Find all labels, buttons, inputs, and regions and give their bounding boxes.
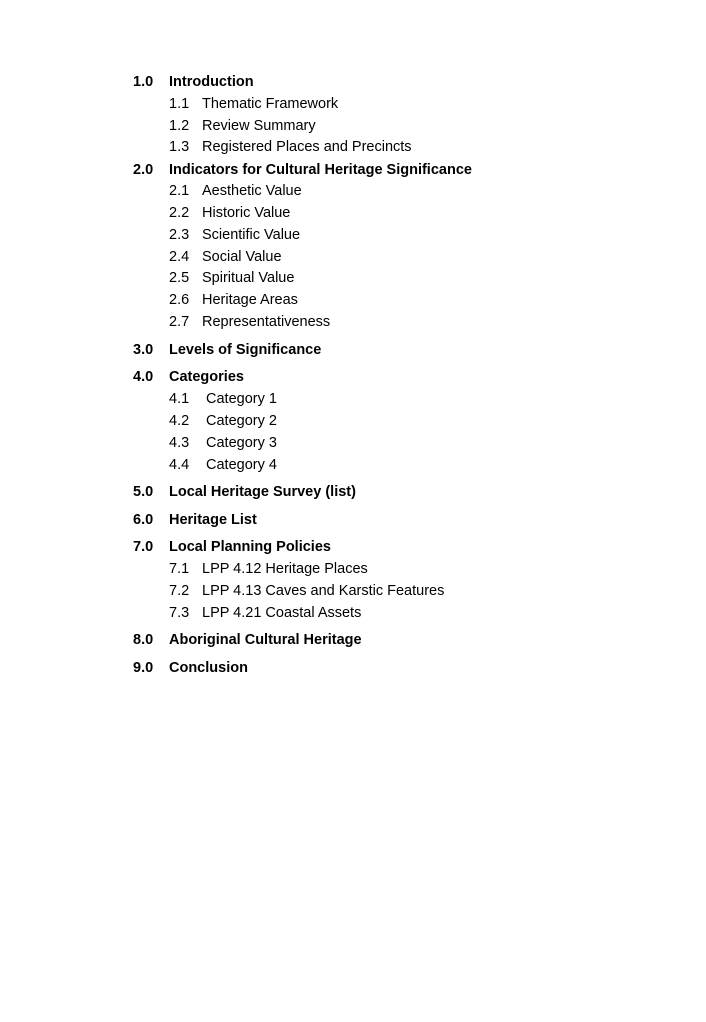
item-title: Review Summary (202, 118, 316, 134)
item-number: 2.2 (169, 205, 190, 221)
item-number: 7.2 (169, 583, 190, 599)
item-number: 1.2 (169, 118, 190, 134)
section-title: Conclusion (169, 660, 248, 676)
section-number: 6.0 (133, 512, 154, 528)
item-title: Category 3 (206, 435, 277, 451)
item-title: Heritage Areas (202, 292, 298, 308)
section-number: 7.0 (133, 539, 154, 555)
item-title: LPP 4.21 Coastal Assets (202, 605, 362, 621)
item-title: Social Value (202, 249, 282, 265)
item-title: LPP 4.13 Caves and Karstic Features (202, 583, 445, 599)
item-number: 7.3 (169, 605, 190, 621)
item-number: 4.3 (169, 435, 190, 451)
item-number: 4.4 (169, 457, 190, 473)
section-title: Local Heritage Survey (list) (169, 484, 356, 500)
item-number: 2.1 (169, 183, 190, 199)
section-number: 1.0 (133, 74, 154, 90)
section-title: Heritage List (169, 512, 257, 528)
item-number: 2.6 (169, 292, 190, 308)
item-title: Category 1 (206, 391, 277, 407)
item-title: Spiritual Value (202, 270, 295, 286)
item-number: 2.7 (169, 314, 190, 330)
item-title: Registered Places and Precincts (202, 139, 412, 155)
section-title: Levels of Significance (169, 342, 322, 358)
section-number: 4.0 (133, 369, 154, 385)
item-title: Representativeness (202, 314, 331, 330)
item-number: 1.3 (169, 139, 190, 155)
section-title: Local Planning Policies (169, 539, 331, 555)
item-title: Historic Value (202, 205, 291, 221)
section-number: 5.0 (133, 484, 154, 500)
item-number: 1.1 (169, 96, 190, 112)
item-number: 2.3 (169, 227, 190, 243)
section-title: Introduction (169, 74, 254, 90)
item-title: Category 2 (206, 413, 277, 429)
section-number: 9.0 (133, 660, 154, 676)
item-title: Scientific Value (202, 227, 301, 243)
item-title: Category 4 (206, 457, 277, 473)
section-title: Categories (169, 369, 244, 385)
item-number: 7.1 (169, 561, 190, 577)
item-number: 4.1 (169, 391, 190, 407)
item-number: 2.5 (169, 270, 190, 286)
section-title: Aboriginal Cultural Heritage (169, 632, 362, 648)
item-number: 4.2 (169, 413, 190, 429)
section-number: 2.0 (133, 162, 154, 178)
section-number: 3.0 (133, 342, 154, 358)
section-title: Indicators for Cultural Heritage Significance (169, 162, 472, 178)
section-number: 8.0 (133, 632, 154, 648)
item-title: LPP 4.12 Heritage Places (202, 561, 368, 577)
item-title: Thematic Framework (202, 96, 339, 112)
item-number: 2.4 (169, 249, 190, 265)
item-title: Aesthetic Value (202, 183, 302, 199)
